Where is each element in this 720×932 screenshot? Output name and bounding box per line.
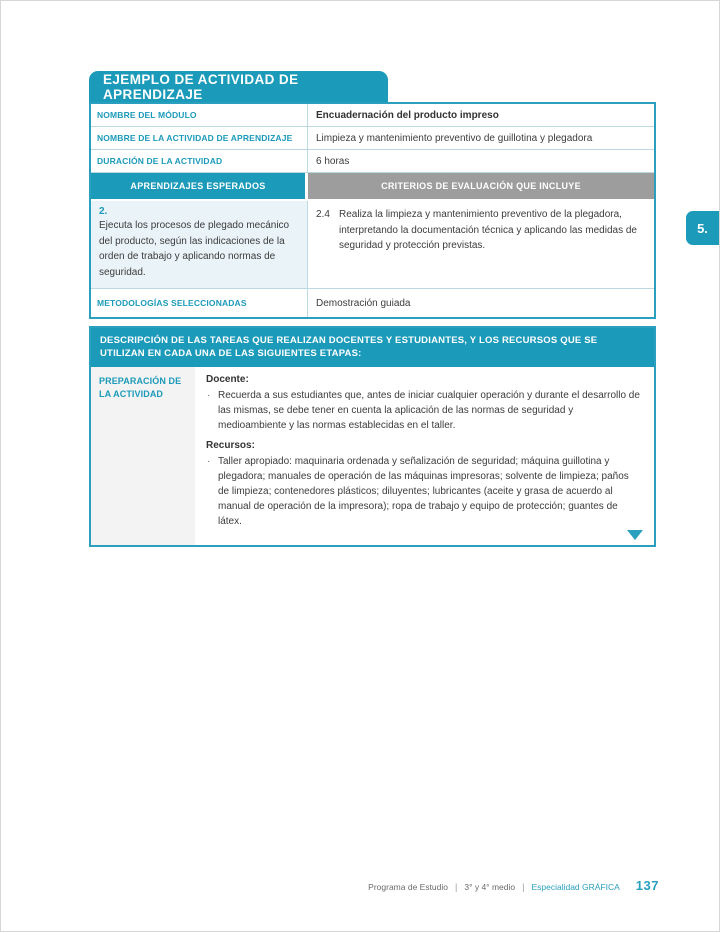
stage-content-cell xyxy=(198,367,654,545)
footer-specialty: Especialidad GRÁFICA xyxy=(531,882,620,892)
recursos-bullet-item xyxy=(206,454,642,529)
criteria-text: Realiza la limpieza y mantenimiento preventivo de la plegadora, interpretando la documentación técnica y aplicando las medidas de seguridad y protección previstas. xyxy=(339,209,637,251)
recursos-heading: Recursos: xyxy=(206,440,255,451)
table-row-activity-name xyxy=(91,127,654,150)
methodology-value: Demostración guiada xyxy=(316,297,411,309)
methodology-label: METODOLOGÍAS SELECCIONADAS xyxy=(91,289,308,317)
stage-label: PREPARACIÓN DE LA ACTIVIDAD xyxy=(91,367,198,545)
section-number: 5. xyxy=(697,220,708,236)
criteria-number: 2.4 xyxy=(316,209,330,220)
methodology-row xyxy=(91,289,654,317)
activity-example-title-tab xyxy=(89,71,388,102)
description-table xyxy=(89,326,656,547)
activity-example-title: EJEMPLO DE ACTIVIDAD DE APRENDIZAJE xyxy=(103,71,299,102)
footer-grade: 3° y 4° medio xyxy=(464,882,516,892)
section-number-tab xyxy=(686,211,719,245)
expected-learning-cell xyxy=(91,201,308,288)
duration-value: 6 horas xyxy=(316,155,350,167)
description-header: DESCRIPCIÓN DE LAS TAREAS QUE REALIZAN DOCENTES Y ESTUDIANTES, Y LOS RECURSOS QUE SE UTILIZAN EN CADA UNA DE LAS SIGUIENTES ETAPAS: xyxy=(91,328,654,367)
evaluation-criteria-header: CRITERIOS DE EVALUACIÓN QUE INCLUYE xyxy=(308,173,654,199)
page-footer xyxy=(368,878,659,893)
footer-separator: | xyxy=(522,882,525,892)
table-row-module xyxy=(91,104,654,127)
bullet-marker: · xyxy=(207,390,211,401)
module-value: Encuadernación del producto impreso xyxy=(316,109,499,121)
activity-table xyxy=(89,102,656,319)
docente-bullet-item xyxy=(206,388,642,433)
footer-separator: | xyxy=(455,882,458,892)
evaluation-criteria-cell xyxy=(308,201,654,288)
recursos-bullet-text: Taller apropiado: maquinaria ordenada y señalización de seguridad; máquina guillotina y plegadora; manuales de operación de las máquinas impresoras; solvente de limpieza; paños de limpieza; contenedores plásticos; diluyentes; lubricantes (aceite y grasa de acuerdo al manual de operación de la impresora); ropa de trabajo y equipo de protección; guantes de látex. xyxy=(218,456,629,527)
docente-bullet-text: Recuerda a sus estudiantes que, antes de iniciar cualquier operación y durante el desarrollo de las mismas, se debe tener en cuenta la aplicación de las normas de seguridad y medioambiente y las normas establecidas en el taller. xyxy=(218,390,640,431)
activity-name-label: NOMBRE DE LA ACTIVIDAD DE APRENDIZAJE xyxy=(91,127,308,149)
docente-heading: Docente: xyxy=(206,374,249,385)
bullet-marker: · xyxy=(207,456,211,467)
learning-criteria-row xyxy=(91,201,654,289)
table-header-row xyxy=(91,173,654,201)
description-body xyxy=(91,367,654,545)
duration-label: DURACIÓN DE LA ACTIVIDAD xyxy=(91,150,308,172)
page-number: 137 xyxy=(635,878,659,893)
module-label: NOMBRE DEL MÓDULO xyxy=(91,104,308,126)
footer-program: Programa de Estudio xyxy=(368,882,449,892)
continuation-arrow-icon xyxy=(627,530,643,540)
expected-learning-header: APRENDIZAJES ESPERADOS xyxy=(91,173,308,199)
table-row-duration xyxy=(91,150,654,173)
expected-learning-number: 2. xyxy=(99,206,108,217)
activity-name-value: Limpieza y mantenimiento preventivo de guillotina y plegadora xyxy=(316,132,593,144)
expected-learning-text: Ejecuta los procesos de plegado mecánico del producto, según las indicaciones de la orden de trabajo y aplicando normas de seguridad. xyxy=(99,220,290,278)
